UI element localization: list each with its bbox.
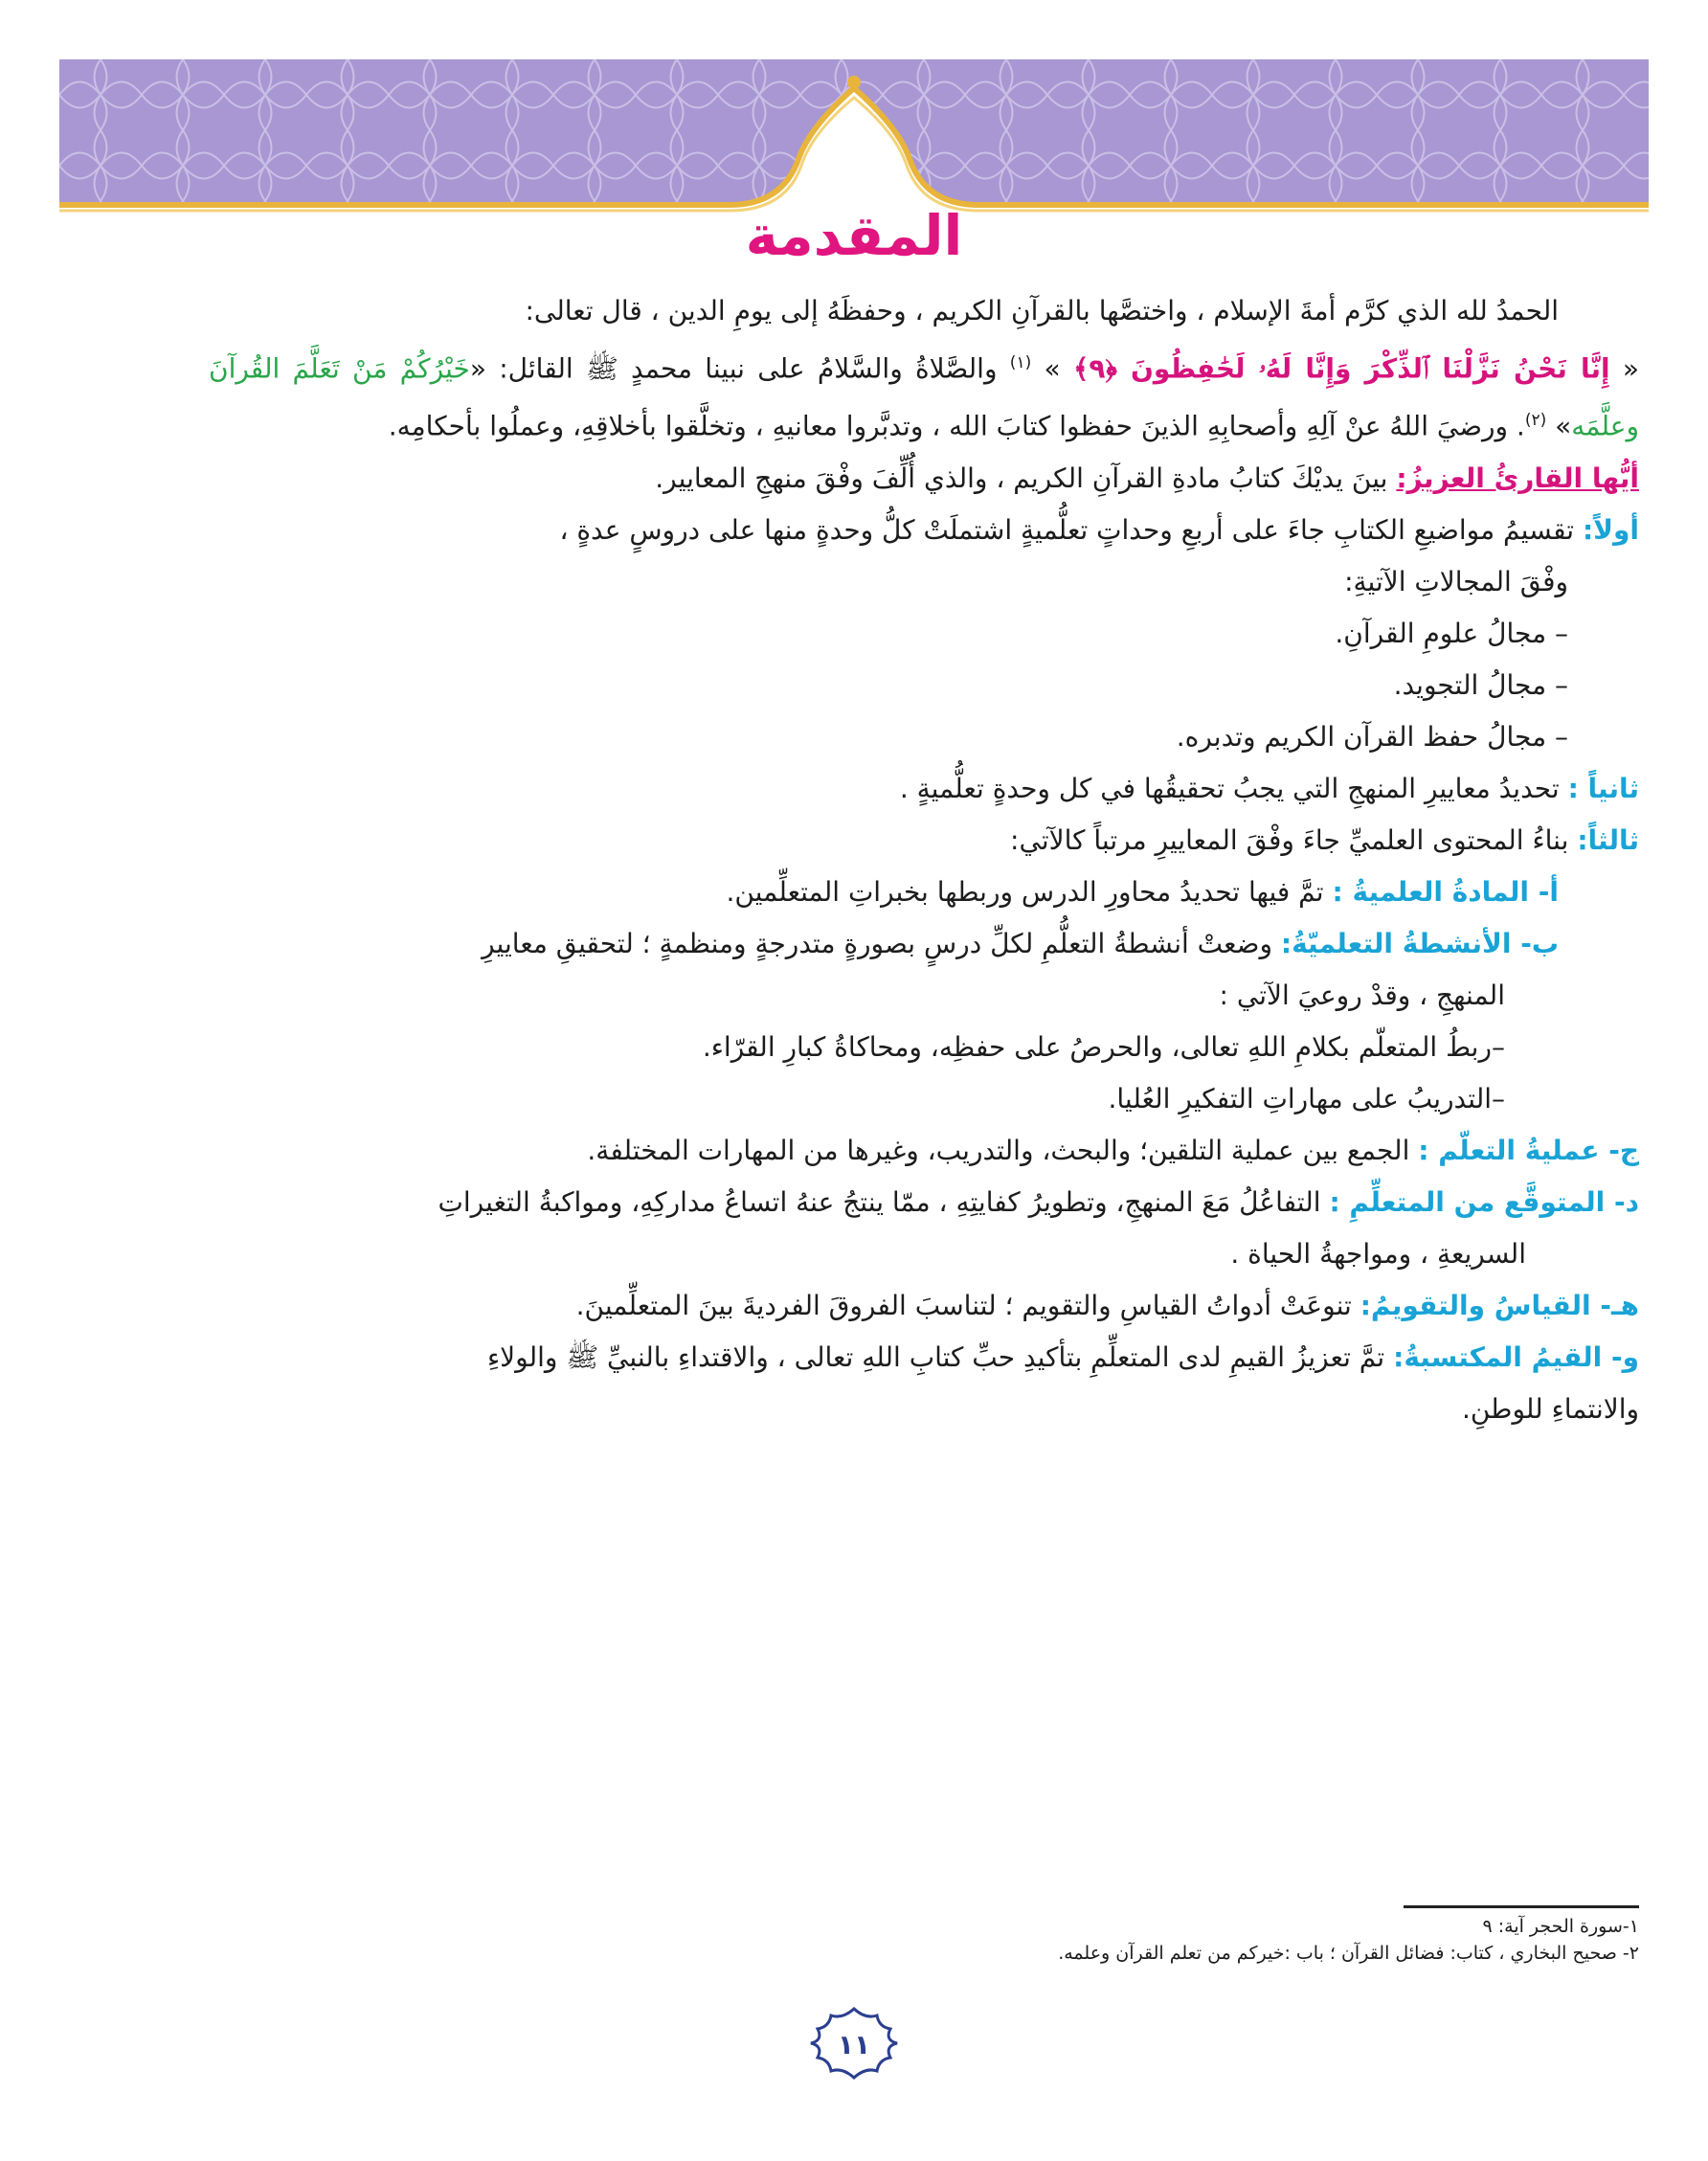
footnote-divider	[1404, 1905, 1639, 1908]
first-paragraph	[209, 505, 1639, 556]
body-text	[209, 285, 1639, 1435]
quran-verse: إِنَّا نَحْنُ نَزَّلْنَا ٱلذِّكْرَ وَإِنَّا لَهُۥ لَحَٰفِظُونَ ﴿٩﴾	[1072, 352, 1610, 385]
second-label: ثانياً :	[1567, 772, 1639, 804]
section-d-label: د- المتوقَّع من المتعلِّمِ :	[1329, 1185, 1639, 1218]
section-f	[209, 1332, 1639, 1384]
footnotes	[1058, 1913, 1639, 1967]
second-paragraph	[209, 763, 1639, 815]
intro-rest: . ورضيَ اللهُ عنْ آلِهِ وأصحابِهِ الذينَ حفظوا كتابَ الله ، وتدبَّروا معانيهِ ، وتخلَّقوا بأخلاقِهِ، وعملُوا بأحكامِه.	[388, 410, 1525, 442]
first-text-cont: وفْقَ المجالاتِ الآتيةِ:	[1344, 565, 1568, 597]
first-item-3: – مجالُ حفظ القرآن الكريم وتدبره.	[1176, 720, 1568, 753]
first-item-2: – مجالُ التجويد.	[1393, 668, 1568, 701]
section-b-item-2: –التدريبُ على مهاراتِ التفكيرِ العُليا.	[1108, 1082, 1505, 1114]
first-item-1: – مجالُ علومِ القرآنِ.	[1335, 617, 1568, 649]
page-number-badge	[808, 2006, 900, 2081]
section-e	[209, 1280, 1639, 1332]
section-a-label: أ- المادةُ العلميةُ :	[1332, 875, 1559, 908]
section-b-item-1: –ربطُ المتعلّم بكلامِ اللهِ تعالى، والحرصُ على حفظِه، ومحاكاةُ كبارِ القرّاء.	[702, 1030, 1505, 1063]
section-d-text: التفاعُلُ مَعَ المنهجِ، وتطويرُ كفايتِهِ ، ممّا ينتجُ عنهُ اتساعُ مداركِهِ، ومواكبةُ التغيراتِ	[438, 1185, 1330, 1218]
section-f-text: تمَّ تعزيزُ القيمِ لدى المتعلِّمِ بتأكيدِ حبِّ كتابِ اللهِ تعالى ، والاقتداءِ بالنبيِّ ﷺ والولاءِ	[486, 1340, 1394, 1373]
section-f-label: و- القيمُ المكتسبةُ:	[1393, 1340, 1639, 1373]
first-label: أولاً:	[1582, 513, 1639, 546]
first-text: تقسيمُ مواضيعِ الكتابِ جاءَ على أربعِ وحداتٍ تعلُّميةٍ اشتملَتْ كلُّ وحدةٍ منها على دروسٍ عدةٍ ،	[559, 513, 1583, 546]
third-label: ثالثاً:	[1577, 823, 1639, 856]
intro-line: الحمدُ لله الذي كرَّم أمةَ الإسلام ، واختصَّها بالقرآنِ الكريم ، وحفظَهُ إلى يومِ الدين ، قال تعالى:	[525, 295, 1559, 326]
section-d-cont: السريعةِ ، ومواجهةُ الحياة .	[1230, 1237, 1526, 1270]
section-d	[209, 1177, 1639, 1228]
third-text: بناءُ المحتوى العلميِّ جاءَ وفْقَ المعاييرِ مرتباً كالآتي:	[1010, 823, 1578, 856]
reader-label: أيُّها القارئُ العزيزُ:	[1396, 461, 1639, 494]
footnote-mark-2: (٢)	[1524, 411, 1547, 431]
section-f-cont: والانتماءِ للوطنِ.	[1461, 1392, 1639, 1425]
section-a	[209, 867, 1639, 918]
section-b	[209, 918, 1639, 970]
salat-text: والصَّلاةُ والسَّلامُ على نبينا محمدٍ ﷺ القائل: «	[469, 352, 998, 385]
section-c-label: ج- عمليةُ التعلّم :	[1418, 1134, 1639, 1166]
footnote-2: ٢- صحيح البخاري ، كتاب: فضائل القرآن ؛ باب :خيركم من تعلم القرآن وعلمه.	[1058, 1943, 1639, 1964]
section-c-text: الجمع بين عملية التلقين؛ والبحث، والتدريب، وغيرها من المهارات المختلفة.	[587, 1134, 1419, 1166]
footnote-1: ١-سورة الحجر آية: ٩	[1482, 1916, 1639, 1937]
hadith-quote: خَيْرُكُمْ مَنْ تَعَلَّمَ القُرآنَ وعلَّمَه	[209, 352, 1639, 442]
section-b-label: ب- الأنشطةُ التعلميّةُ:	[1280, 927, 1559, 959]
second-text: تحديدُ معاييرِ المنهجِ التي يجبُ تحقيقُها في كل وحدةٍ تعلُّميةٍ .	[899, 772, 1568, 804]
section-c	[209, 1125, 1639, 1177]
footnote-mark-1: (١)	[1009, 353, 1032, 372]
intro-verse-line	[209, 337, 1639, 453]
third-paragraph	[209, 815, 1639, 867]
page-number: ١١	[837, 2029, 871, 2060]
section-e-label: هـ- القياسُ والتقويمُ:	[1360, 1289, 1639, 1321]
reader-paragraph	[209, 453, 1639, 505]
quote-open: «	[1622, 352, 1640, 385]
page-title: المقدمة	[745, 203, 963, 268]
reader-text: بينَ يديْكَ كتابُ مادةِ القرآنِ الكريم ، والذي أُلِّفَ وفْقَ منهجِ المعايير.	[655, 461, 1397, 494]
quote-close-2: »	[1555, 410, 1572, 442]
section-e-text: تنوعَتْ أدواتُ القياسِ والتقويم ؛ لتناسبَ الفروقَ الفرديةَ بينَ المتعلِّمينَ.	[575, 1289, 1360, 1321]
section-b-cont: المنهجِ ، وقدْ روعيَ الآتي :	[1219, 979, 1505, 1011]
quote-close: »	[1044, 352, 1061, 385]
section-b-text: وضعتْ أنشطةُ التعلُّمِ لكلِّ درسٍ بصورةٍ متدرجةٍ ومنظمةٍ ؛ لتحقيقِ معاييرِ	[482, 927, 1281, 959]
section-a-text: تمَّ فيها تحديدُ محاورِ الدرس وربطها بخبراتِ المتعلِّمين.	[726, 875, 1333, 908]
